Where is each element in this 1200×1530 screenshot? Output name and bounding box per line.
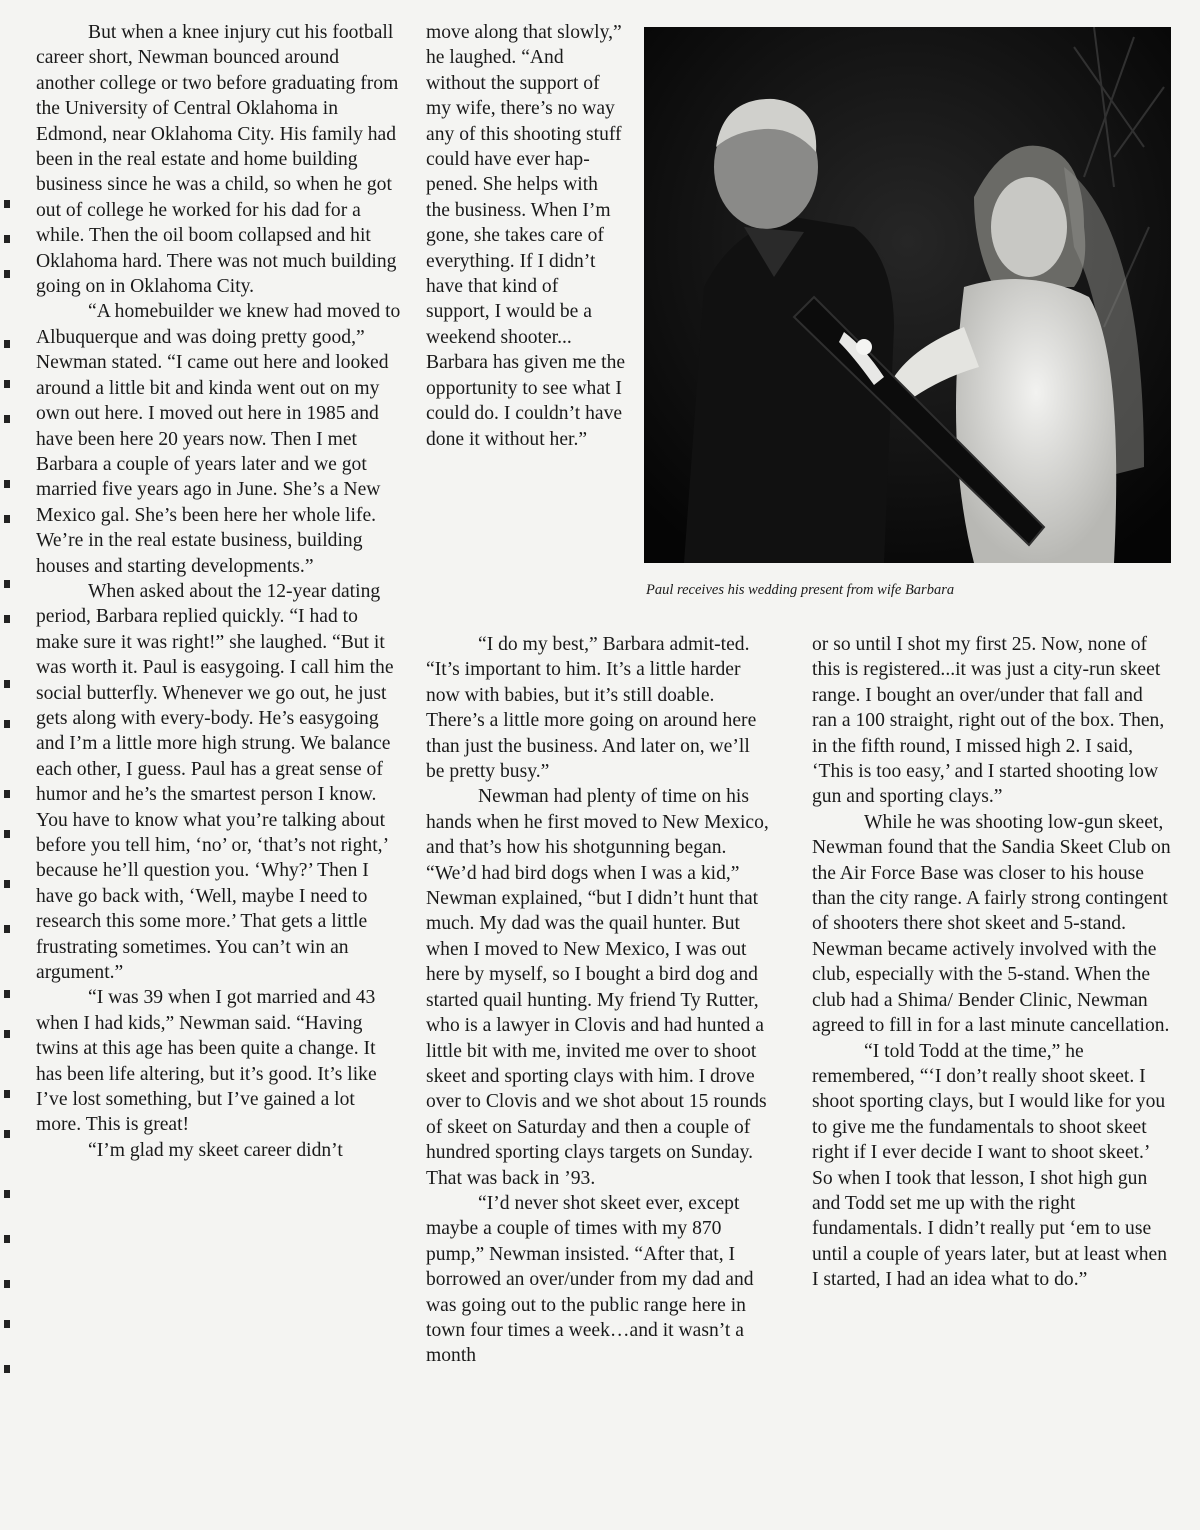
binder-mark <box>4 1190 10 1198</box>
column2-paragraph-3: “I’d never shot skeet ever, except maybe a couple of times with my 870 pump,” Newman insisted. “After that, I borrowed an over/under from my dad and was going out to the public range here in town four times a week…and it wasn’t a month <box>426 1192 754 1367</box>
binder-mark <box>4 720 10 728</box>
column3-paragraph-3: “I told Todd at the time,” he remembered, “‘I don’t really shoot skeet. I shoot sporting clays, but I would like for you to give me the fundamentals to shoot skeet right if I ever decide I want to shoot skeet.’ So when I took that lesson, I shot high gun and Todd set me up with the right fundamentals. I didn’t really put ‘em to use until a couple of years later, but at least when I started, I had an idea what to do.” <box>812 1040 1168 1291</box>
article-column-1 <box>36 20 402 1163</box>
binder-mark <box>4 615 10 623</box>
binder-mark <box>4 680 10 688</box>
binder-mark <box>4 235 10 243</box>
binder-mark <box>4 480 10 488</box>
photo-caption: Paul receives his wedding present from wife Barbara <box>646 582 955 598</box>
column1-paragraph-3: When asked about the 12-year dating period, Barbara replied quickly. “I had to make sure it was right!” she laughed. “But it was worth it. Paul is easygoing. I call him the social butterfly. Whenever we go out, he just gets along with every-body. He’s easygoing and I’m a little more high strung. We balance each other, I guess. Paul has a great sense of humor and he’s the smartest person I know. You have to know what you’re talking about before you tell him, ‘no’ or, ‘that’s not right,’ because he’ll question you. ‘Why?’ Then I have go back with, ‘Well, maybe I need to research this some more.’ That gets a little frustrating sometimes. You can’t win an argument.” <box>36 580 394 984</box>
column1-paragraph-4: “I was 39 when I got married and 43 when I had kids,” Newman said. “Having twins at this age has been quite a change. It has been life altering, but it’s good. It’s like I’ve lost something, but I’ve gained a lot more. This is great! <box>36 987 377 1136</box>
binder-mark <box>4 1235 10 1243</box>
binder-mark <box>4 200 10 208</box>
binder-mark <box>4 1030 10 1038</box>
binder-mark <box>4 1090 10 1098</box>
binder-mark <box>4 830 10 838</box>
binder-mark <box>4 380 10 388</box>
binder-mark <box>4 1130 10 1138</box>
binder-mark <box>4 990 10 998</box>
column1-paragraph-1: But when a knee injury cut his football career short, Newman bounced around another college or two before graduating from the University of Central Oklahoma in Edmond, near Oklahoma City. His family had been in the real estate and home building business since he was a child, so when he got out of college he worked for his dad for a while. Then the oil boom collapsed and hit Oklahoma hard. There was not much building going on in Oklahoma City. <box>36 22 399 298</box>
binder-mark <box>4 880 10 888</box>
wedding-photo <box>644 27 1171 563</box>
binder-mark <box>4 1365 10 1373</box>
binder-mark <box>4 925 10 933</box>
binder-mark <box>4 790 10 798</box>
column1-paragraph-2: “A homebuilder we knew had moved to Albuquerque and was doing pretty good,” Newman stated. “I came out here and looked around a little bit and kinda went out on my own out here. I moved out here in 1985 and have been here 20 years now. Then I met Barbara a couple of years later and we got married five years ago in June. She’s a New Mexico gal. She’s been here her whole life. We’re in the real estate business, building houses and starting developments.” <box>36 301 401 577</box>
binder-mark <box>4 1320 10 1328</box>
binder-mark <box>4 1280 10 1288</box>
binder-hole-marks <box>0 0 20 1530</box>
column2-paragraph-1: “I do my best,” Barbara admit-ted. “It’s important to him. It’s a little harder now with babies, but it’s still doable. There’s a little more going on around here than just the business. And later on, we’ll be pretty busy.” <box>426 634 757 783</box>
column3-paragraph-2: While he was shooting low-gun skeet, Newman found that the Sandia Skeet Club on the Air Force Base was closer to his house than the city range. A fairly strong contingent of shooters there shot skeet and 5-stand. Newman became actively involved with the club, especially with the 5-stand. When the club had a Shima/ Bender Clinic, Newman agreed to fill in for a last minute cancellation. <box>812 811 1171 1037</box>
binder-mark <box>4 415 10 423</box>
article-column-2-bottom <box>426 632 770 1369</box>
column1-paragraph-5: “I’m glad my skeet career didn’t <box>88 1139 343 1161</box>
binder-mark <box>4 270 10 278</box>
article-column-2-top <box>426 20 626 452</box>
binder-mark <box>4 515 10 523</box>
column2-top-paragraph: move along that slowly,” he laughed. “And without the support of my wife, there’s no way any of this shooting stuff could have ever hap-pened. She helps with the business. When I’m gone, she takes care of everything. If I didn’t have that kind of support, I would be a weekend shooter... Barbara has given me the opportunity to see what I could do. I couldn’t have done it without her.” <box>426 22 626 450</box>
column3-paragraph-1: or so until I shot my first 25. Now, none of this is registered...it was just a city-run skeet range. I bought an over/under that fall and ran a 100 straight, right out of the box. Then, in the fifth round, I missed high 2. I said, ‘This is too easy,’ and I started shooting low gun and sporting clays.” <box>812 634 1165 808</box>
article-column-3 <box>812 632 1172 1293</box>
column2-paragraph-2: Newman had plenty of time on his hands when he first moved to New Mexico, and that’s how his shotgunning began. “We’d had bird dogs when I was a kid,” Newman explained, “but I didn’t hunt that much. My dad was the quail hunter. But when I moved to New Mexico, I was out here by myself, so I bought a bird dog and started quail hunting. My friend Ty Rutter, who is a lawyer in Clovis and had hunted a little bit with me, invited me over to shoot skeet and sporting clays with him. I drove over to Clovis and we shot about 15 rounds of skeet on Saturday and then a couple of hundred sporting clays targets on Sunday. That was back in ’93. <box>426 786 769 1189</box>
binder-mark <box>4 580 10 588</box>
binder-mark <box>4 340 10 348</box>
